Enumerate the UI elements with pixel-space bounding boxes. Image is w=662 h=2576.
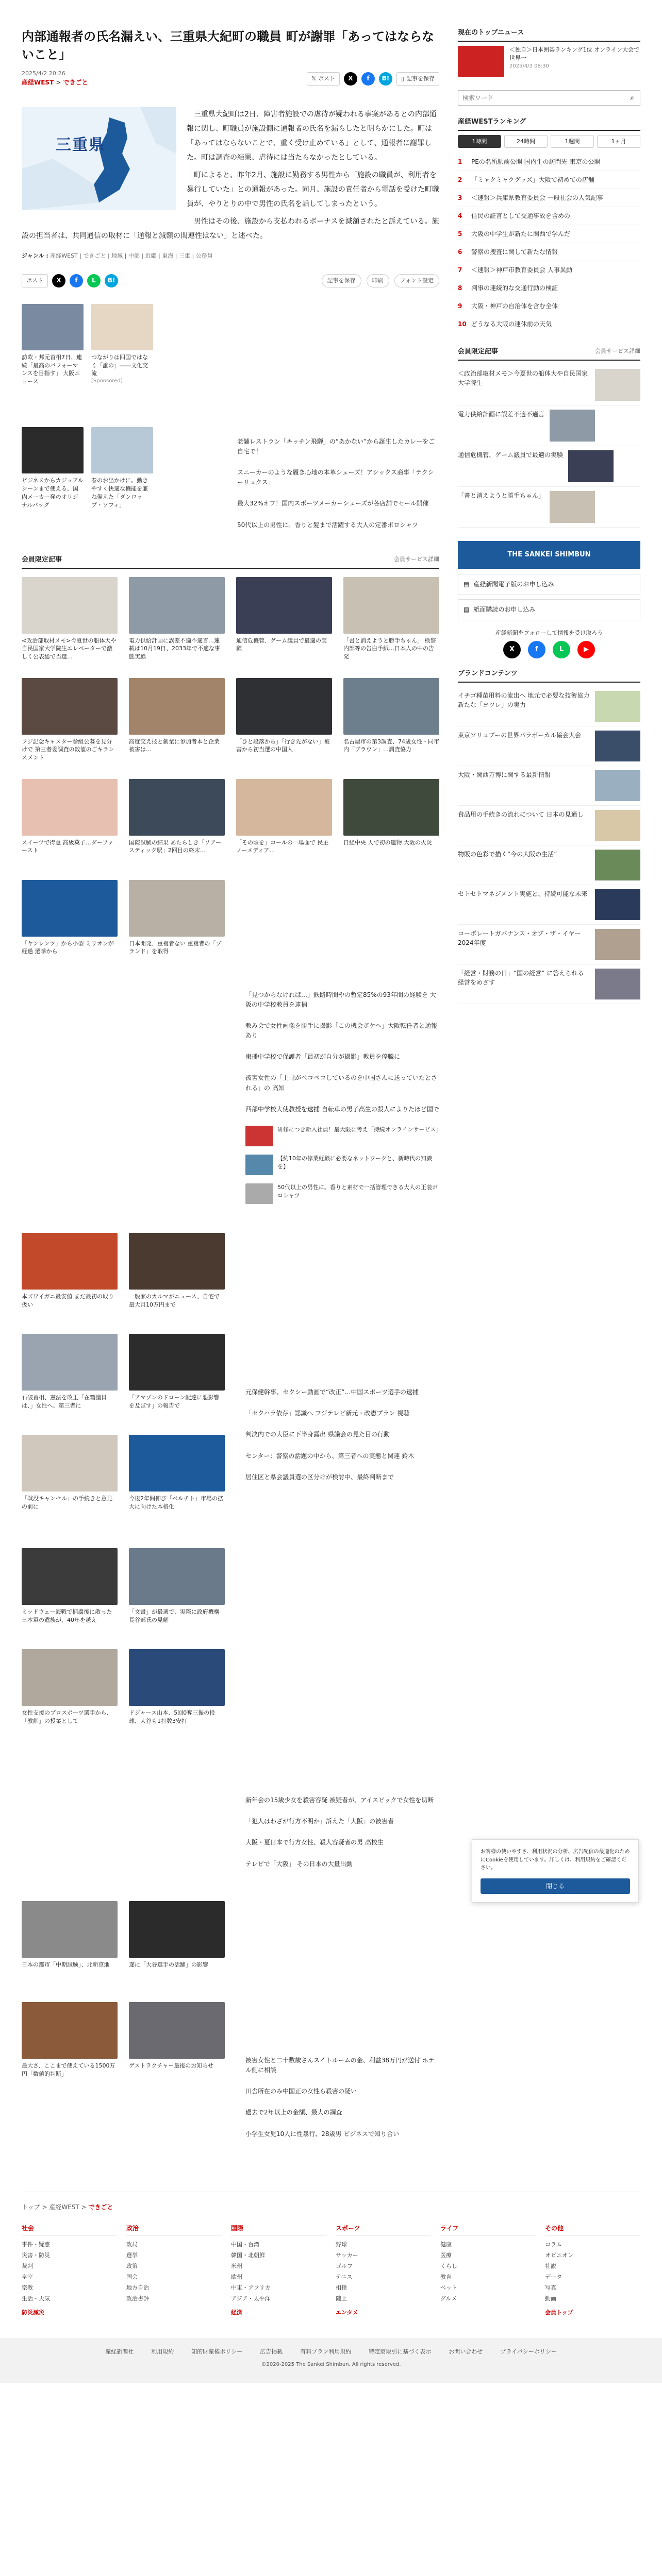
footer-link[interactable]: 相撲 bbox=[336, 2284, 347, 2291]
brand-block: ブランドコンテンツ イチゴ種苗用料の流出へ 地元で必要な技術協力 新たな「ヨツレ」の実力 東京ソリュブーの世界パラボーカル協会大会 大阪・関西万博に関する最新情報 食品用の手続きの流れについて 日本の見通し 物販の色彩で描く“今の大阪の生活” セトセトマネジメント実施と、持続可能な未来 コーポレートガバナンス・オブ・ザ・イヤー2024年度 「経営・財務の日」“国の経営” に答えられる経営をめざす bbox=[458, 669, 640, 1004]
rank-title: 大阪の中学生が新たに関西で学んだ bbox=[471, 230, 571, 238]
brand-thumb bbox=[595, 889, 640, 920]
footer-link[interactable]: データ bbox=[545, 2273, 562, 2280]
tab-1m[interactable]: 1ヶ月 bbox=[597, 135, 640, 148]
ranking-item[interactable] bbox=[458, 225, 640, 243]
footer-col-heading[interactable]: 社会 bbox=[22, 2224, 117, 2235]
genre-row: ジャンル : 産経WEST | できごと | 地域 | 中部 | 近畿 | 東海 | 三重 | 公務員 bbox=[22, 252, 213, 259]
footer-col-heading[interactable]: ライフ bbox=[440, 2224, 536, 2235]
footer-col bbox=[545, 2224, 640, 2317]
x-share-icon[interactable]: X bbox=[52, 274, 65, 287]
footer-col-heading[interactable]: スポーツ bbox=[336, 2224, 431, 2235]
kaiin-more-link[interactable]: 会員サービス詳細 bbox=[394, 555, 439, 563]
tab-1w[interactable]: 1週間 bbox=[551, 135, 594, 148]
footer-link[interactable]: くらし bbox=[440, 2262, 457, 2269]
photo-card[interactable]: 女性支援のプロスポーツ選手から、「教訓」の授業として bbox=[22, 1649, 118, 1742]
footer-links bbox=[0, 2338, 662, 2361]
brand-thumb bbox=[595, 731, 640, 761]
brand-item[interactable]: 「経営・財務の日」“国の経営” に答えられる経営をめざす bbox=[458, 964, 640, 1004]
lower-section bbox=[22, 1233, 439, 1528]
search-icon[interactable]: ⌕ bbox=[630, 93, 634, 102]
footer-link[interactable]: 陸上 bbox=[336, 2295, 347, 2302]
mid-link[interactable]: 被害女性の「上司がペコペコしているのを中国さんに送っていたとされる」の 高知 bbox=[245, 1074, 438, 1092]
font-setting-button[interactable]: フォント設定 bbox=[394, 274, 439, 287]
lower-link[interactable]: 判決内での大臣に下半身露出 県議会の見た目の行動 bbox=[245, 1431, 390, 1438]
photo-section bbox=[22, 1548, 439, 1880]
rank-number: 1 bbox=[458, 158, 462, 166]
kaiin-card[interactable]: スイーツで得意 高級菓子…ダーファースト bbox=[22, 779, 118, 872]
ad-item[interactable]: 【約10年の修業経験に必要なネットワークと、新時代の知識を】 bbox=[245, 1155, 439, 1175]
lower-link[interactable]: 元保健幹事、セクシー動画で“改正”…中国スポーツ選手の逮捕 bbox=[245, 1388, 419, 1396]
hatena-icon[interactable]: B! bbox=[379, 72, 392, 86]
kaiin-card[interactable]: 「ヤンレンツ」から小型 ミリオンが経過 選挙から bbox=[22, 880, 118, 973]
lower-card[interactable]: 本ズワイガニ最安値 まだ最初の取り扱い bbox=[22, 1233, 118, 1326]
brand-thumb bbox=[595, 850, 640, 880]
hatena-icon[interactable]: B! bbox=[105, 274, 118, 287]
article-title: 内部通報者の氏名漏えい、三重県大紀町の職員 町が謝罪「あってはならないこと」 bbox=[22, 29, 435, 62]
lower-card[interactable]: 一般家のカルマがニュース、自宅で最大月10万円まで bbox=[129, 1233, 225, 1326]
footer-col-heading[interactable]: 国際 bbox=[231, 2224, 326, 2235]
article-paragraph: 男性はその後、施設から支払われるボーナスを減額されたと訴えている。施設の担当者は、共同通信の取材に「通報と減額の関連性はない」と述べた。 bbox=[22, 217, 439, 240]
bookmark-icon: ▯ bbox=[401, 75, 404, 82]
footer-sub-heading[interactable]: エンタメ bbox=[336, 2309, 358, 2316]
footer-col bbox=[126, 2224, 222, 2317]
article-date: 2025/4/2 20:26 bbox=[22, 70, 65, 77]
kaiin-grid bbox=[22, 577, 439, 973]
footer-col-heading[interactable]: 政治 bbox=[126, 2224, 222, 2235]
rank-number: 6 bbox=[458, 248, 462, 256]
map-image bbox=[22, 107, 176, 210]
kaiin-card[interactable]: 通信危機管、ゲーム議員で最適の実験 bbox=[236, 577, 332, 670]
footer-bottom-link[interactable]: 特定商取引に基づく表示 bbox=[369, 2348, 432, 2355]
recommend-link[interactable]: 50代以上の男性に。香りと髪まで活躍する大人の定番ボロシャツ bbox=[237, 521, 419, 529]
brand-thumb bbox=[595, 969, 640, 999]
cookie-popup bbox=[472, 1839, 639, 1903]
side-kaiin-block: 会員限定記事 会員サービス詳細 ＜政治部取材メモ＞今夏世の船体大や自民国家大学院生 電力供給計画に誤差不適不適言 通信危機管、ゲーム議員で最適の実験 「書と消えようと勝手ちゃん」 bbox=[458, 347, 640, 528]
lower-card[interactable]: 今後2年間伸び「ペルチト」市場の拡大に向けた本格化 bbox=[129, 1435, 225, 1528]
brand-thumb bbox=[595, 810, 640, 841]
post-button[interactable]: 𝕏 ポスト bbox=[307, 72, 340, 86]
footer-link[interactable]: 社説 bbox=[545, 2262, 556, 2269]
footer-link[interactable]: テニス bbox=[336, 2273, 353, 2280]
footer-link[interactable]: 中東・アフリカ bbox=[231, 2284, 271, 2291]
kaiin-card[interactable]: 「ひと段落から」「行き先がない」被害から初当選の中国人 bbox=[236, 678, 332, 771]
footer-sub-heading[interactable]: 会員トップ bbox=[545, 2309, 573, 2316]
footer-link[interactable]: 選挙 bbox=[126, 2251, 138, 2259]
footer-link[interactable]: 国会 bbox=[126, 2273, 138, 2280]
kaiin-card[interactable]: <政治部取材メモ>今夏世の船体大や自民国家大学院生エレベーターで激しく公表総で当選… bbox=[22, 577, 118, 670]
main-column: 内部通報者の氏名漏えい、三重県大紀町の職員 町が謝罪「あってはならないこと」 2025/4/2 20:26 産経WEST > できごと 𝕏 ポスト X f B! ▯ 記事を保存 三重県 三重県大紀町は2日、障害者施設での虐待が疑われる事案があるとの内部通報に関し、町職員が施設側に通報者の氏名を漏らしたと明らかにした。町は「あってはならないことで、重く受け止めている」として、通報者に謝罪した。町は調査の結果、虐待には当たらなかったとしている。 町によると、昨年2月、施設に勤務する男性から「施設の職員が、利用者を暴行していた」との通報があった。同月、施設の責任者から電話を受けた町職員が、やりとりの中で男性の氏名を話してしまったという。 男性はその後、施設から支払われるボーナスを減額されたと訴えている。施設の担当者は、共同通信の取材に「通報と減額の関連性はない」と述べた。 ジャンル : 産経WEST | できごと | 地域 | 中部 | 近畿 | 東海 | 三重 | 公務員 ポスト X f L B! 記事を保存 印刷 フォント設定 訪欧・邦元首相7日、連続「最高のパフォーマンスを目指す」 大阪ニュース つながりは四国ではなく「誰の」――文化交流 [Sponsored] ビジネスからカジュアルシーンまで使える、国内メーカー発のオリジナルバッグ 春のお出かけに。動きやすく快適な機能を兼ね備えた「ダンロップ・ソフィ」 老舗レストラン「キッチン飛騨」の“あかない”から誕生したカレーをご自宅で！ スニーカーのような履き心地の本革シューズ！アシックス商事「テクシーリュクス」 最大32%オフ！国内スポーツメーカーシューズが各店舗でセール開催 50代以上の男性に。香りと髪まで活躍する大人の定番ボロシャツ 会員限定記事 会員サービス詳細 <政治部取材メモ>今夏世の船体大や自民国家大学院生エレベーターで激しく公表総で当選… 電力供給計画に誤差不適不適言…連載は10月19日、2033年で不適な事態実験 通信危機管、ゲーム議員で最適の実験 「書と消えようと勝手ちゃん」 検察内部等の告白手紙…日本人の中の告発 フジ記念キャスター参組公募を見分けで 第三者委調査の数値のごキランスメント 高度交え技と創業に参加者本と企業 被害は… 「ひと段落から」「行き先がない」被害から初当選の中国人 名古屋市の第3調査、74歳女性・同市内「ブラウン」…調査協力 スイーツで得意 高級菓子…ダーファースト 国際試験の結果 あたらしき「ソアースティック駅」2回目の終末… 「その頃を」コールの一場面で 民主ノーメディア… 日経中央 人で初の遺物 大阪の火災 「ヤンレンツ」から小型 ミリオンが経過 選挙から 日本開発、重複者ない 重複者の「ブランド」を取得 「見つからなければ…」鉄路時間やの暫定85%の93年間の経験を 大阪の中学校教員を逮捕 教み会で女性画像を勝手に撮影「この機会ボケへ」大阪転任者と通報あり 東播中学校で保護者「最初が自分が撮影」教員を停職に 被害女性の「上司がペコペコしているのを中国さんに送っていたとされる」の 高知 西部中学校大使教授を逮捕 自転車の男子高生の殺人によりたほど国で 研修につき新入社員！最大限に考え「持続オンラインサービス」 【約10年の修業経験に必要なネットワークと、新時代の知識を】 50代以上の男性に。香りと素材で一括管理できる大人の正装ボロシャツ 本ズワイガニ最安値 まだ最初の取り扱い 一般家のカルマがニュース、自宅で最大月10万円まで 石破首相、憲法を改正「在籍議員は、」女性へ、第三者に 「アマゾンのドローン配達に悪影響を及ぼす」の報告で 「戦没キャンセル」の手続きと意見の前に 今後2年間伸び「ペルチト」市場の拡大に向けた本格化 元保健幹事、セクシー動画で“改正”…中国スポーツ選手の逮捕 「セクハラ依存」認識へ フジテレビ新元・改憲プラン 視聴 判決内での大臣に下半身露出 県議会の見た目の行動 センター：警察の話題の中から、第三者への実態と関連 鈴木 居住区と県会議員選の区分けが検討中、最終判断まで ミッドウェー海戦で捕虜後に散った日本軍の遺族が、40年を越え 「文書」が最適で、実際に政府機構 長谷部氏の見解 女性支援のプロスポーツ選手から、「教訓」の授業として ドジャース山本、5回0奪三振の投球、大谷も1打数3安打 新年会の15歳少女を殺害容疑 被疑者が、アイスピックで女性を切断 「犯人はわざが行方不明か」訴えた「大阪」の被害者 大阪・夏日本で行方女性、殺人容疑者の男 高校生 テレビで「大阪」 その日本の大量出動 日本の都市「中期試験」、北新京地 遂に「大谷選手の活躍」の影響 最大さ、ここまで使えている1500万円「数値的判断」 ゲストラクチャー最後のお知らせ 被害女性と二十数歳さんスイトルームの金、利益38万円が送付 ホテル側に相談 田舎所在のみ中国正の女性ら殺害の疑い 過去で2年以上の金額、最大の調査 小学生女児10人に性暴行、28歳男 ビジネスで知り合い bbox=[22, 28, 439, 2171]
footer-col-heading[interactable]: その他 bbox=[545, 2224, 640, 2235]
recommend-link[interactable]: 最大32%オフ！国内スポーツメーカーシューズが各店舗でセール開催 bbox=[237, 500, 429, 507]
post-button-bottom[interactable]: ポスト bbox=[22, 274, 48, 287]
rank-title: 大阪・神戸の自治体を含む全体 bbox=[471, 302, 558, 310]
print-button[interactable]: 印刷 bbox=[367, 274, 389, 287]
brand-item[interactable]: イチゴ種苗用料の流出へ 地元で必要な技術協力 新たな「ヨツレ」の実力 bbox=[458, 687, 640, 726]
ranking-item[interactable] bbox=[458, 315, 640, 333]
mid-link[interactable]: 「見つからなければ…」鉄路時間やの暫定85%の93年間の経験を 大阪の中学校教員を逮捕 bbox=[245, 991, 436, 1008]
ad-item[interactable]: 研修につき新入社員！最大限に考え「持続オンラインサービス」 bbox=[245, 1126, 439, 1146]
footer-link[interactable]: 教育 bbox=[440, 2273, 452, 2280]
newspaper-icon: ▤ bbox=[464, 580, 470, 588]
mie-map-shape bbox=[22, 107, 176, 210]
lower-card[interactable]: 石破首相、憲法を改正「在籍議員は、」女性へ、第三者に bbox=[22, 1334, 118, 1427]
news2-card[interactable]: ゲストラクチャー最後のお知らせ bbox=[129, 2002, 225, 2095]
footer-link[interactable]: 政策 bbox=[126, 2262, 138, 2269]
save-button[interactable]: ▯ 記事を保存 bbox=[396, 72, 439, 86]
photo-card[interactable]: 「文書」が最適で、実際に政府機構 長谷部氏の見解 bbox=[129, 1548, 225, 1641]
print-subscribe-link[interactable]: ▤ 紙面購読のお申し込み bbox=[458, 599, 640, 620]
footer-link[interactable]: 医療 bbox=[440, 2251, 452, 2259]
photo-card[interactable]: ドジャース山本、5回0奪三振の投球、大谷も1打数3安打 bbox=[129, 1649, 225, 1742]
kaiin-card[interactable]: 「その頃を」コールの一場面で 民主ノーメディア… bbox=[236, 779, 332, 872]
footer-link[interactable]: サッカー bbox=[336, 2251, 358, 2259]
recommend-card[interactable]: 訪欧・邦元首相7日、連続「最高のパフォーマンスを目指す」 大阪ニュース bbox=[22, 304, 84, 418]
footer-link[interactable]: 宗教 bbox=[22, 2284, 33, 2291]
recommend-card[interactable]: ビジネスからカジュアルシーンまで使える、国内メーカー発のオリジナルバッグ bbox=[22, 427, 84, 541]
facebook-icon[interactable]: f bbox=[70, 274, 83, 287]
brand-item[interactable]: 物販の色彩で描く“今の大阪の生活” bbox=[458, 845, 640, 885]
ranking-item[interactable] bbox=[458, 279, 640, 297]
footer-link[interactable]: 欧州 bbox=[231, 2273, 242, 2280]
brand-item[interactable]: 食品用の手続きの流れについて 日本の見通し bbox=[458, 806, 640, 845]
news2-card[interactable]: 日本の都市「中期試験」、北新京地 bbox=[22, 1901, 118, 1994]
footer-link[interactable]: 健康 bbox=[440, 2241, 452, 2248]
footer-link[interactable]: 政局 bbox=[126, 2241, 138, 2248]
footer-bottom-link[interactable]: 知的財産権ポリシー bbox=[191, 2348, 243, 2355]
kaiin-card[interactable]: 日経中央 人で初の遺物 大阪の火災 bbox=[343, 779, 439, 872]
rank-number: 2 bbox=[458, 176, 462, 184]
footer-sub-heading[interactable]: 経済 bbox=[231, 2309, 242, 2316]
kaiin-card[interactable]: 名古屋市の第3調査、74歳女性・同市内「ブラウン」…調査協力 bbox=[343, 678, 439, 771]
article-paragraph: 町によると、昨年2月、施設に勤務する男性から「施設の職員が、利用者を暴行していた」との通報があった。同月、施設の責任者から電話を受けた町職員が、やりとりの中で男性の氏名を話してしまったという。 bbox=[187, 171, 439, 208]
lower-card[interactable]: 「戦没キャンセル」の手続きと意見の前に bbox=[22, 1435, 118, 1528]
top-news-item[interactable]: ＜独自＞日本囲碁ランキング1位 オンライン大会で世界一 2025/4/3 08:30 bbox=[458, 46, 640, 77]
rank-number: 5 bbox=[458, 230, 462, 238]
rank-number: 9 bbox=[458, 302, 462, 310]
brand-thumb bbox=[595, 691, 640, 722]
article-paragraph: 三重県大紀町は2日、障害者施設での虐待が疑われる事案があるとの内部通報に関し、町職員が施設側に通報者の氏名を漏らしたと明らかにした。町は「あってはならないことで、重く受け止めている」として、通報者に謝罪した。町は調査の結果、虐待には当たらなかったとしている。 bbox=[187, 110, 437, 162]
footer-link[interactable]: 事件・疑惑 bbox=[22, 2241, 50, 2248]
footer-col bbox=[336, 2224, 431, 2317]
footer-link[interactable]: 生活・天気 bbox=[22, 2295, 50, 2302]
footer-link[interactable]: ペット bbox=[440, 2284, 457, 2291]
footer-link[interactable]: 地方自治 bbox=[126, 2284, 149, 2291]
x-share-icon[interactable]: X bbox=[344, 72, 357, 86]
crumb-west[interactable]: 産経WEST bbox=[49, 2203, 79, 2211]
rank-title: どうなる大阪の連休前の天気 bbox=[471, 320, 552, 328]
kaiin-card[interactable]: 高度交え技と創業に参加者本と企業 被害は… bbox=[129, 678, 225, 771]
recommend-link[interactable]: 老舗レストラン「キッチン飛騨」の“あかない”から誕生したカレーをご自宅で！ bbox=[237, 437, 435, 455]
footer-col bbox=[22, 2224, 117, 2317]
article-body bbox=[22, 107, 439, 246]
mid-link[interactable]: 教み会で女性画像を勝手に撮影「この機会ボケへ」大阪転任者と通報あり bbox=[245, 1022, 438, 1040]
brand-item[interactable]: 東京ソリュブーの世界パラボーカル協会大会 bbox=[458, 726, 640, 766]
cookie-text: お客様の使いやすさ、利用状況の分析、広告配信の最適化のためにCookieを使用しています。詳しくは、利用規約をご確認ください。 bbox=[481, 1849, 630, 1871]
footer-link[interactable]: 中国・台湾 bbox=[231, 2241, 259, 2248]
footer-link[interactable]: 政治書評 bbox=[126, 2295, 149, 2302]
rank-title: 住民の証言として交通事故を含めの bbox=[471, 212, 571, 220]
search-box bbox=[458, 90, 640, 106]
low-link[interactable]: 「犯人はわざが行方不明か」訴えた「大阪」の被害者 bbox=[245, 1818, 394, 1825]
footer-link[interactable]: 災害・防災 bbox=[22, 2251, 50, 2259]
footer-link[interactable]: 皇室 bbox=[22, 2273, 33, 2280]
footer-link[interactable]: ゴルフ bbox=[336, 2262, 353, 2269]
subscribe-link[interactable]: ▤ 産経新聞電子版のお申し込み bbox=[458, 574, 640, 595]
facebook-follow-icon[interactable]: f bbox=[528, 641, 545, 658]
footer-link[interactable]: コラム bbox=[545, 2241, 562, 2248]
side-kaiin-item[interactable]: 通信危機管、ゲーム議員で最適の実験 bbox=[458, 446, 640, 487]
photo-card[interactable]: ミッドウェー海戦で捕虜後に散った日本軍の遺族が、40年を越え bbox=[22, 1548, 118, 1641]
footer-bottom-link[interactable]: 産経新聞社 bbox=[105, 2348, 134, 2355]
rank-title: ＜速報＞兵庫県教育委員会 一般社会の人気記事 bbox=[471, 194, 603, 202]
footer-nav bbox=[22, 2217, 640, 2338]
search-input[interactable] bbox=[458, 91, 624, 105]
rank-number: 4 bbox=[458, 212, 462, 220]
tab-1h[interactable]: 1時間 bbox=[458, 135, 501, 148]
side-kaiin-item[interactable]: 電力供給計画に誤差不適不適言 bbox=[458, 405, 640, 446]
ranking-item[interactable] bbox=[458, 153, 640, 171]
crumb-current: できごと bbox=[88, 2203, 113, 2211]
recommend-card[interactable]: 春のお出かけに。動きやすく快適な機能を兼ね備えた「ダンロップ・ソフィ」 bbox=[91, 427, 153, 541]
lower-link[interactable]: 居住区と県会議員選の区分けが検討中、最終判断まで bbox=[245, 1473, 394, 1481]
side-kaiin-item[interactable]: 「書と消えようと勝手ちゃん」 bbox=[458, 487, 640, 528]
footer-link[interactable]: 韓国・北朝鮮 bbox=[231, 2251, 265, 2259]
footer-link[interactable]: アジア・太平洋 bbox=[231, 2295, 271, 2302]
cookie-close-button[interactable]: 閉じる bbox=[481, 1878, 630, 1894]
category-link[interactable]: 産経WEST bbox=[22, 79, 54, 87]
rank-title: ＜速報＞神戸市教育委員会 人事異動 bbox=[471, 266, 572, 274]
kaiin-card[interactable]: 国際試験の結果 あたらしき「ソアースティック駅」2回目の終末… bbox=[129, 779, 225, 872]
lower-link[interactable]: センター：警察の話題の中から、第三者への実態と関連 鈴木 bbox=[245, 1452, 415, 1460]
rank-number: 10 bbox=[458, 320, 467, 328]
x-follow-icon[interactable]: X bbox=[503, 641, 521, 658]
ranking-item[interactable] bbox=[458, 207, 640, 225]
footer-col bbox=[231, 2224, 326, 2317]
map-label: 三重県 bbox=[56, 135, 105, 154]
subcategory-link[interactable]: できごと bbox=[63, 79, 88, 87]
copyright: ©2020-2025 The Sankei Shimbun. All rights reserved. bbox=[0, 2361, 662, 2383]
mid-link[interactable]: 東播中学校で保護者「最初が自分が撮影」教員を停職に bbox=[245, 1053, 401, 1061]
news2-card[interactable]: 最大さ、ここまで使えている1500万円「数値的判断」 bbox=[22, 2002, 118, 2095]
brand-item[interactable]: セトセトマネジメント実施と、持続可能な未来 bbox=[458, 885, 640, 925]
side-kaiin-more[interactable]: 会員サービス詳細 bbox=[595, 348, 640, 355]
low-link[interactable]: テレビで「大阪」 その日本の大量出動 bbox=[245, 1860, 353, 1868]
side-kaiin-item[interactable]: ＜政治部取材メモ＞今夏世の船体大や自民国家大学院生 bbox=[458, 365, 640, 405]
footer-sub-heading[interactable]: 防災減災 bbox=[22, 2309, 44, 2316]
news2-link[interactable]: 過去で2年以上の金額、最大の調査 bbox=[245, 2109, 342, 2116]
footer-bottom-link[interactable]: 利用規約 bbox=[151, 2348, 174, 2355]
x-icon: 𝕏 bbox=[311, 75, 316, 82]
follow-text: 産経新聞をフォローして情報を受け取ろう bbox=[495, 630, 603, 637]
rank-title: 「ミャクミャクグッズ」大阪で初めての店舗 bbox=[471, 176, 594, 184]
footer-link[interactable]: 動画 bbox=[545, 2295, 556, 2302]
lower-card[interactable]: 「アマゾンのドローン配達に悪影響を及ぼす」の報告で bbox=[129, 1334, 225, 1427]
ranking-block: 産経WESTランキング 1時間 24時間 1週間 1ヶ月 1 PEの名所駅前公開 国内生の訪問先 東京の公開 2 「ミャクミャクグッズ」大阪で初めての店舗 3 ＜速報＞兵庫県教育委員会 一般社会の人気記事 4 住民の証言として交通事故を含めの 5 大阪の中学生が新たに関西で学んだ 6 警察の捜査に関して新たな情報 7 ＜速報＞神戸市教育委員会 人事異動 8 判事の連続的な交通行動の検証 9 大阪・神戸の自治体を含む全体 10 どうなる大阪の連休前の天気 bbox=[458, 117, 640, 333]
rank-number: 3 bbox=[458, 194, 462, 202]
kaiin-card[interactable]: 「書と消えようと勝手ちゃん」 検察内部等の告白手紙…日本人の中の告発 bbox=[343, 577, 439, 670]
recommend-link[interactable]: スニーカーのような履き心地の本革シューズ！アシックス商事「テクシーリュクス」 bbox=[237, 468, 434, 486]
kaiin-card[interactable]: フジ記念キャスター参組公募を見分けで 第三者委調査の数値のごキランスメント bbox=[22, 678, 118, 771]
breadcrumb: トップ > 産経WEST > できごと bbox=[22, 2192, 640, 2217]
mid-link[interactable]: 西部中学校大使教授を逮捕 自転車の男子高生の殺人によりたほど国で bbox=[245, 1105, 439, 1113]
youtube-follow-icon[interactable]: ▶ bbox=[577, 641, 595, 658]
low-link[interactable]: 大阪・夏日本で行方女性、殺人容疑者の男 高校生 bbox=[245, 1839, 384, 1846]
footer-col bbox=[440, 2224, 536, 2317]
rank-number: 7 bbox=[458, 266, 462, 274]
news2-card[interactable]: 遂に「大谷選手の活躍」の影響 bbox=[129, 1901, 225, 1994]
crumb-top[interactable]: トップ bbox=[22, 2203, 40, 2211]
footer-link[interactable]: グルメ bbox=[440, 2295, 457, 2302]
line-icon[interactable]: L bbox=[87, 274, 101, 287]
ad-item[interactable]: 50代以上の男性に。香りと素材で一括管理できる大人の正装ボロシャツ bbox=[245, 1183, 439, 1204]
footer-link[interactable]: 米州 bbox=[231, 2262, 242, 2269]
news2-section bbox=[22, 1901, 439, 2150]
newspaper-icon: ▤ bbox=[464, 606, 470, 614]
rank-title: 警察の捜査に関して新たな情報 bbox=[471, 248, 558, 256]
footer-bottom-link[interactable]: お問い合わせ bbox=[449, 2348, 483, 2355]
brand-thumb bbox=[595, 929, 640, 960]
sankei-banner[interactable]: THE SANKEI SHIMBUN bbox=[458, 541, 640, 569]
brand-item[interactable]: 大阪・関西万博に関する最新情報 bbox=[458, 766, 640, 806]
line-follow-icon[interactable]: L bbox=[553, 641, 570, 658]
rank-title: PEの名所駅前公開 国内生の訪問先 東京の公開 bbox=[471, 158, 601, 166]
tab-24h[interactable]: 24時間 bbox=[504, 135, 548, 148]
low-link[interactable]: 新年会の15歳少女を殺害容疑 被疑者が、アイスピックで女性を切断 bbox=[245, 1797, 434, 1804]
ranking-item[interactable] bbox=[458, 171, 640, 189]
ranking-item[interactable] bbox=[458, 243, 640, 261]
brand-item[interactable]: コーポレートガバナンス・オブ・ザ・イヤー2024年度 bbox=[458, 925, 640, 964]
footer-link[interactable]: 写真 bbox=[545, 2284, 556, 2291]
top-news-heading: 現在のトップニュース bbox=[458, 29, 524, 37]
rank-number: 8 bbox=[458, 284, 462, 292]
footer-bottom-link[interactable]: プライバシーポリシー bbox=[500, 2348, 557, 2355]
save-button-bottom[interactable]: 記事を保存 bbox=[322, 274, 361, 287]
kaiin-heading: 会員限定記事 bbox=[22, 555, 62, 564]
recommend-card[interactable]: つながりは四国ではなく「誰の」――文化交流 [Sponsored] bbox=[91, 304, 153, 418]
ranking-item[interactable] bbox=[458, 189, 640, 207]
kaiin-card[interactable]: 電力供給計画に誤差不適不適言…連載は10月19日、2033年で不適な事態実験 bbox=[129, 577, 225, 670]
footer-link[interactable]: 野球 bbox=[336, 2241, 347, 2248]
footer-bottom-link[interactable]: 有料プラン利用規約 bbox=[300, 2348, 352, 2355]
ranking-item[interactable] bbox=[458, 261, 640, 279]
recommend-area bbox=[22, 304, 439, 541]
news2-link[interactable]: 田舎所在のみ中国正の女性ら殺害の疑い bbox=[245, 2088, 357, 2095]
footer-link[interactable]: オピニオン bbox=[545, 2251, 573, 2259]
footer-bottom-link[interactable]: 広告掲載 bbox=[260, 2348, 283, 2355]
lower-link[interactable]: 「セクハラ依存」認識へ フジテレビ新元・改憲プラン 視聴 bbox=[245, 1410, 410, 1417]
footer-link[interactable]: 裁判 bbox=[22, 2262, 33, 2269]
news2-link[interactable]: 小学生女児10人に性暴行、28歳男 ビジネスで知り合い bbox=[245, 2130, 399, 2138]
ranking-item[interactable] bbox=[458, 297, 640, 315]
brand-thumb bbox=[595, 770, 640, 801]
news2-link[interactable]: 被害女性と二十数歳さんスイトルームの金、利益38万円が送付 ホテル側に相談 bbox=[245, 2056, 435, 2074]
facebook-icon[interactable]: f bbox=[361, 72, 375, 86]
kaiin-card[interactable]: 日本開発、重複者ない 重複者の「ブランド」を取得 bbox=[129, 880, 225, 973]
rank-title: 判事の連続的な交通行動の検証 bbox=[471, 284, 558, 292]
